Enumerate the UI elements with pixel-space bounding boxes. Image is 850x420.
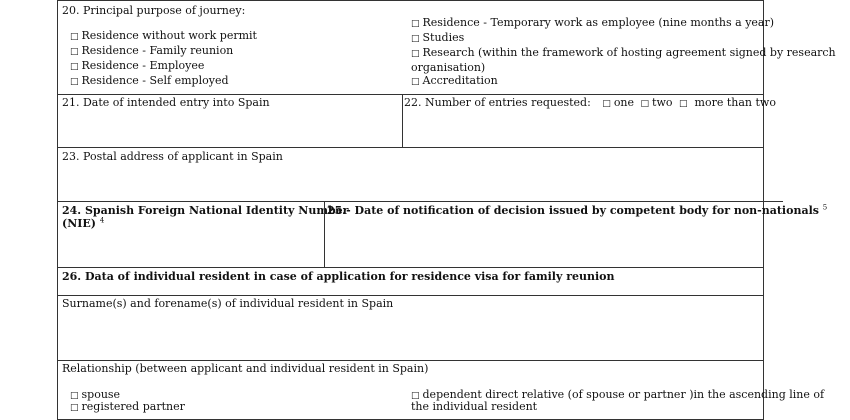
resident-name-label: Surname(s) and forename(s) of individual resident in Spain — [62, 297, 394, 310]
purpose-options-right — [411, 16, 836, 89]
entries-option-more: more than two — [694, 96, 776, 109]
entries-option-one: one — [613, 96, 635, 109]
relationship-label: Relationship (between applicant and individual resident in Spain) — [62, 362, 429, 375]
purpose-option-continuation: organisation) — [411, 61, 486, 74]
entries-option-two: two — [652, 96, 673, 109]
divider-line — [763, 201, 783, 202]
checkbox-icon[interactable]: □ — [411, 391, 420, 401]
purpose-option[interactable]: □ Residence - Temporary work as employee (nine months a year) — [411, 16, 775, 29]
section-21-label: 21. Date of intended entry into Spain — [62, 96, 270, 109]
section-20-title: 20. Principal purpose of journey: — [62, 4, 246, 17]
checkbox-icon[interactable]: □ — [679, 99, 688, 109]
section-24-label: 24. Spanish Foreign National Identity Number (NIE) $^4$ — [62, 204, 349, 230]
section-26-label: 26. Data of individual resident in case of application for residence visa for family reunion — [62, 270, 615, 283]
purpose-option[interactable]: □ Residence - Family reunion — [70, 44, 234, 57]
checkbox-icon[interactable]: □ — [70, 32, 79, 42]
checkbox-icon[interactable]: □ — [602, 99, 611, 109]
relationship-option-spouse[interactable]: □ spouse — [70, 388, 121, 401]
checkbox-icon[interactable]: □ — [411, 34, 420, 44]
section-25-label: 25.- Date of notification of decision issued by competent body for non-nationals $^5$ — [327, 203, 828, 217]
checkbox-icon[interactable]: □ — [640, 99, 650, 109]
checkbox-icon[interactable]: □ — [70, 391, 79, 401]
checkbox-icon[interactable]: □ — [411, 19, 420, 29]
footnote-marker: 5 — [822, 203, 828, 212]
checkbox-icon[interactable]: □ — [411, 49, 420, 59]
section-22-label: 22. Number of entries requested: □ one □ two □ more than two — [404, 96, 776, 109]
purpose-option[interactable]: □ Residence - Self employed — [70, 74, 229, 87]
relationship-option-partner[interactable]: □ registered partner — [70, 400, 185, 413]
relationship-option-dependent[interactable]: □ dependent direct relative (of spouse or partner )in the ascending line of — [411, 388, 825, 401]
relationship-option-dependent-cont: the individual resident — [411, 400, 538, 413]
purpose-option[interactable]: □ Accreditation — [411, 74, 498, 87]
footnote-marker: 4 — [99, 216, 105, 225]
checkbox-icon[interactable]: □ — [70, 403, 79, 413]
purpose-option[interactable]: □ Research (within the framework of hosting agreement signed by research — [411, 46, 836, 59]
purpose-option[interactable]: □ Residence - Employee — [70, 59, 205, 72]
checkbox-icon[interactable]: □ — [411, 77, 420, 87]
purpose-option[interactable]: □ Studies — [411, 31, 465, 44]
checkbox-icon[interactable]: □ — [70, 77, 79, 87]
section-23-label: 23. Postal address of applicant in Spain — [62, 150, 283, 163]
purpose-options-left — [70, 29, 257, 89]
purpose-option[interactable]: □ Residence without work permit — [70, 29, 257, 42]
checkbox-icon[interactable]: □ — [70, 62, 79, 72]
checkbox-icon[interactable]: □ — [70, 47, 79, 57]
